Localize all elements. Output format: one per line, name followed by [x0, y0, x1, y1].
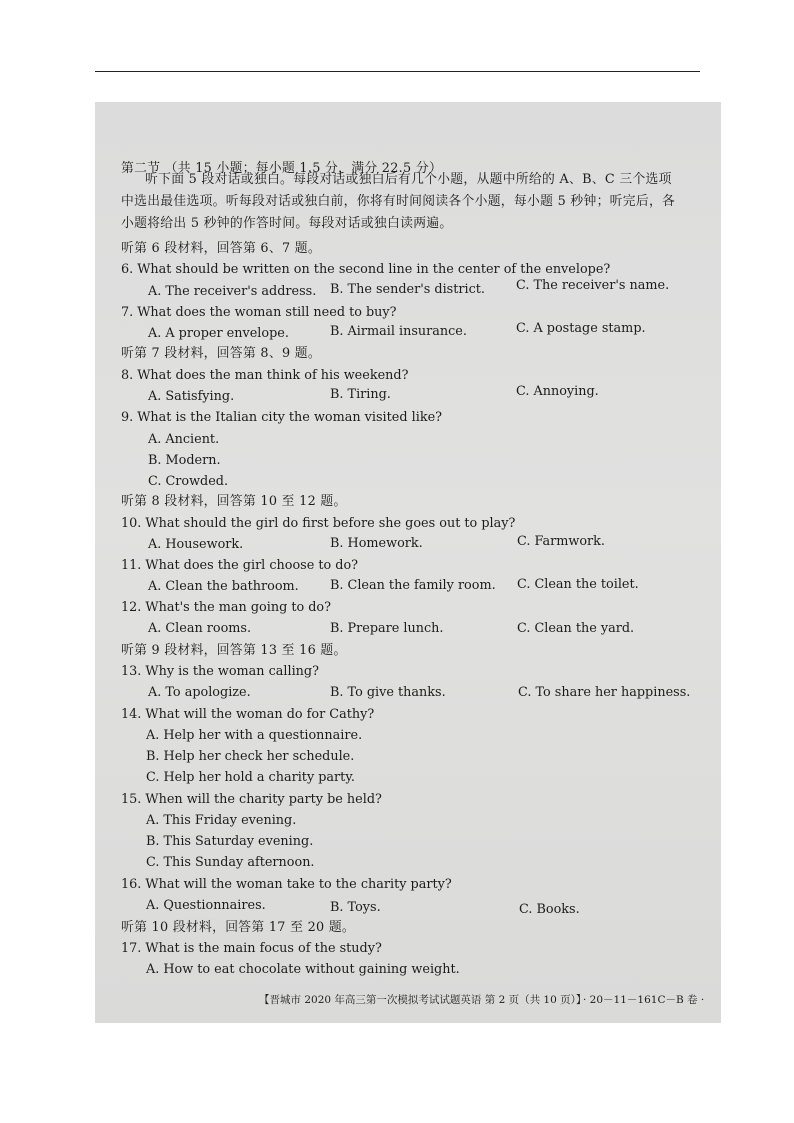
scanned-page — [95, 102, 721, 1023]
footer-left: 【晋城市 2020 年高三第一次模拟考试试题英语 第 2 页（共 10 页）】 — [259, 994, 587, 1006]
question-6-option-c: C. The receiver's name. — [516, 278, 670, 293]
question-16-option-c: C. Books. — [519, 902, 580, 917]
question-10-option-c: C. Farmwork. — [517, 534, 605, 549]
section-9-heading: 听第 9 段材料，回答第 13 至 16 题。 — [121, 643, 347, 658]
question-9-option-a: A. Ancient. — [148, 432, 220, 447]
section-header: 第二节 （共 15 小题；每小题 1.5 分，满分 22.5 分） — [121, 161, 443, 176]
question-6-option-b: B. The sender's district. — [330, 282, 485, 297]
footer-right: · 20－11－161C－B 卷 · — [583, 994, 705, 1006]
question-11-option-c: C. Clean the toilet. — [517, 577, 639, 592]
question-9-option-b: B. Modern. — [148, 453, 221, 468]
question-15-option-a: A. This Friday evening. — [146, 813, 297, 828]
instruction-line-2: 中选出最佳选项。听每段对话或独白前，你将有时间阅读各个小题，每小题 5 秒钟；听完后，各 — [121, 194, 676, 209]
section-6-heading: 听第 6 段材料，回答第 6、7 题。 — [121, 241, 321, 256]
question-7-option-a: A. A proper envelope. — [148, 326, 289, 341]
question-13-option-a: A. To apologize. — [148, 685, 251, 700]
question-13-option-c: C. To share her happiness. — [518, 685, 691, 700]
question-15-stem: 15. When will the charity party be held? — [121, 792, 382, 807]
section-7-heading: 听第 7 段材料，回答第 8、9 题。 — [121, 346, 321, 361]
question-11-option-b: B. Clean the family room. — [330, 578, 496, 593]
question-13-stem: 13. Why is the woman calling? — [121, 664, 319, 679]
question-12-option-c: C. Clean the yard. — [517, 621, 635, 636]
question-10-option-a: A. Housework. — [148, 537, 244, 552]
question-11-stem: 11. What does the girl choose to do? — [121, 558, 359, 573]
question-14-option-b: B. Help her check her schedule. — [146, 749, 355, 764]
question-14-option-c: C. Help her hold a charity party. — [146, 770, 355, 785]
question-7-option-c: C. A postage stamp. — [516, 321, 646, 336]
question-15-option-c: C. This Sunday afternoon. — [146, 855, 315, 870]
question-6-option-a: A. The receiver's address. — [148, 284, 317, 299]
question-6-stem: 6. What should be written on the second line in the center of the envelope? — [121, 262, 611, 277]
question-12-stem: 12. What's the man going to do? — [121, 600, 331, 615]
section-10-heading: 听第 10 段材料，回答第 17 至 20 题。 — [121, 920, 356, 935]
question-12-option-a: A. Clean rooms. — [148, 621, 252, 636]
question-16-option-a: A. Questionnaires. — [146, 898, 266, 913]
question-11-option-a: A. Clean the bathroom. — [148, 579, 299, 594]
question-12-option-b: B. Prepare lunch. — [330, 621, 444, 636]
question-8-stem: 8. What does the man think of his weekend? — [121, 368, 409, 383]
question-8-option-a: A. Satisfying. — [148, 389, 235, 404]
question-14-stem: 14. What will the woman do for Cathy? — [121, 707, 375, 722]
instruction-line-3: 小题将给出 5 秒钟的作答时间。每段对话或独白读两遍。 — [121, 216, 453, 231]
question-8-option-c: C. Annoying. — [516, 384, 599, 399]
top-rule — [95, 71, 700, 72]
question-16-option-b: B. Toys. — [330, 900, 381, 915]
question-16-stem: 16. What will the woman take to the charity party? — [121, 877, 452, 892]
question-10-option-b: B. Homework. — [330, 536, 423, 551]
question-7-stem: 7. What does the woman still need to buy? — [121, 305, 397, 320]
question-9-option-c: C. Crowded. — [148, 474, 229, 489]
question-9-stem: 9. What is the Italian city the woman visited like? — [121, 410, 443, 425]
question-17-stem: 17. What is the main focus of the study? — [121, 941, 382, 956]
instruction-line-1: 听下面 5 段对话或独白。每段对话或独白后有几个小题，从题中所给的 A、B、C 三个选项 — [145, 172, 672, 187]
question-15-option-b: B. This Saturday evening. — [146, 834, 314, 849]
question-7-option-b: B. Airmail insurance. — [330, 324, 467, 339]
question-8-option-b: B. Tiring. — [330, 387, 391, 402]
question-10-stem: 10. What should the girl do first before she goes out to play? — [121, 516, 516, 531]
section-8-heading: 听第 8 段材料，回答第 10 至 12 题。 — [121, 494, 347, 509]
question-14-option-a: A. Help her with a questionnaire. — [146, 728, 363, 743]
question-17-option-a: A. How to eat chocolate without gaining weight. — [146, 962, 460, 977]
question-13-option-b: B. To give thanks. — [330, 685, 446, 700]
